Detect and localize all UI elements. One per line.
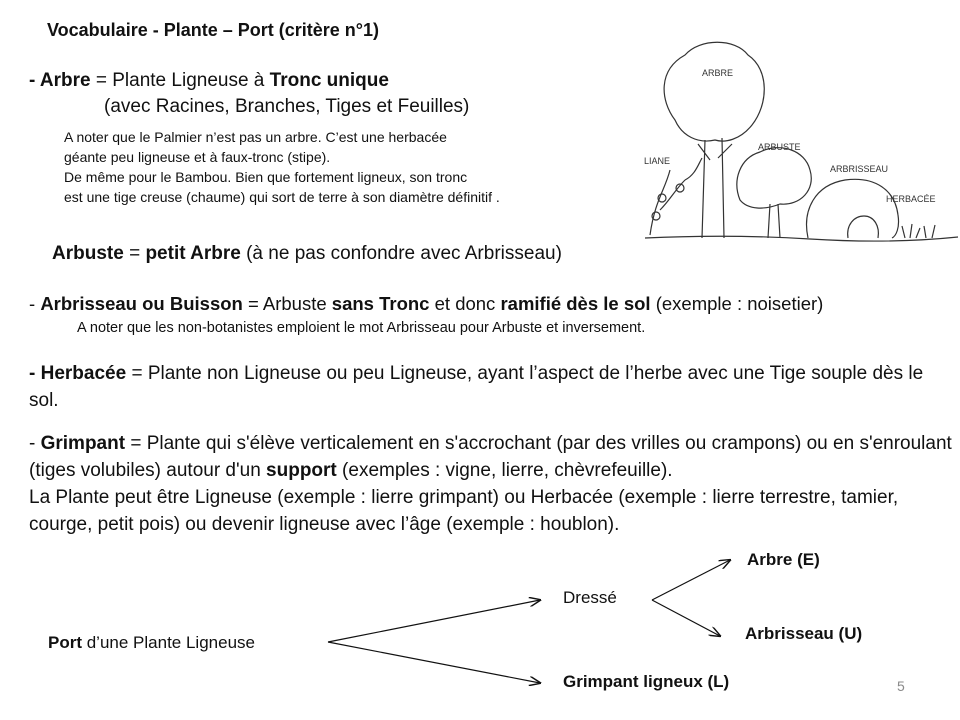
diagram-arbrisseau-label: Arbrisseau (U) (745, 624, 863, 643)
arbuste-rest: (à ne pas confondre avec Arbrisseau) (240, 243, 562, 264)
grimpant-text1: = Plante qui s'élève verticalement en s'accrochant (par des vrilles ou crampons) ou en s'enroulant (tiges volubiles) autour d'un (29, 433, 952, 481)
arbrisseau-dash: - (29, 293, 41, 314)
arbrisseau-key1: sans Tronc (331, 293, 430, 314)
arbre-key: Tronc unique (269, 70, 389, 91)
arrow-to-arbrisseau (652, 600, 720, 636)
illustration-label-arbuste: ARBUSTE (758, 142, 801, 152)
herbacee-term: - Herbacée (29, 363, 127, 384)
arbrisseau-mid: et donc (429, 293, 501, 314)
diagram-port-label (48, 633, 255, 653)
arbuste-term: Arbuste (52, 243, 124, 264)
page-number: 5 (897, 678, 905, 694)
palmier-note-line: A noter que le Palmier n’est pas un arbre. C’est une herbacée (64, 129, 447, 145)
palmier-note-line: est une tige creuse (chaume) qui sort de terre à son diamètre définitif . (64, 189, 500, 205)
arbrisseau-key2: ramifié dès le sol (500, 293, 651, 314)
arbrisseau-rest: (exemple : noisetier) (650, 293, 824, 314)
arbre-dash: - (29, 70, 40, 91)
arbrisseau-term: Arbrisseau ou Buisson (40, 293, 243, 314)
grimpant-term: Grimpant (40, 433, 126, 454)
grimpant-text2: (exemples : vigne, lierre, chèvrefeuille). (336, 460, 673, 481)
arbrisseau-eq: = Arbuste (242, 293, 332, 314)
arbre-subtext: (avec Racines, Branches, Tiges et Feuilles) (104, 96, 470, 117)
arrow-to-dresse (328, 600, 540, 642)
arbre-eq: = Plante Ligneuse à (90, 70, 270, 91)
arrow-to-grimpant (328, 642, 540, 683)
grimpant-dash: - (29, 433, 41, 454)
illustration-label-arbre: ARBRE (702, 68, 734, 78)
slide-title: Vocabulaire - Plante – Port (critère n°1) (47, 20, 379, 40)
illustration-label-arbrisseau: ARBRISSEAU (830, 164, 889, 174)
herbacee-rest: = Plante non Ligneuse ou peu Ligneuse, ayant l’aspect de l’herbe avec une Tige souple dès le sol. (29, 363, 924, 411)
illustration-label-herbacee: HERBACÉE (886, 194, 936, 204)
diagram-arbre-label: Arbre (E) (747, 550, 820, 569)
illustration-label-liane: LIANE (644, 156, 671, 166)
arbuste-key: petit Arbre (145, 243, 241, 264)
palmier-note-line: géante peu ligneuse et à faux-tronc (stipe). (64, 149, 331, 165)
grimpant-key: support (266, 460, 337, 481)
arrow-to-arbre (652, 560, 730, 600)
arbre-term: Arbre (39, 70, 91, 91)
arbuste-eq: = (123, 243, 146, 264)
diagram-port-rest: d’une Plante Ligneuse (82, 633, 255, 652)
palmier-note-line: De même pour le Bambou. Bien que fortement ligneux, son tronc (64, 169, 468, 185)
diagram-grimpant-label: Grimpant ligneux (L) (563, 672, 730, 691)
diagram-dresse-label: Dressé (563, 588, 617, 607)
grimpant-text3: La Plante peut être Ligneuse (exemple : lierre grimpant) ou Herbacée (exemple : lierre terrestre, tamier, courge, petit pois) ou devenir ligneuse avec l’âge (exemple : houblon). (29, 487, 899, 535)
arbrisseau-note: A noter que les non-botanistes emploient le mot Arbrisseau pour Arbuste et inversement. (77, 320, 646, 336)
diagram-port-bold: Port (48, 633, 82, 652)
